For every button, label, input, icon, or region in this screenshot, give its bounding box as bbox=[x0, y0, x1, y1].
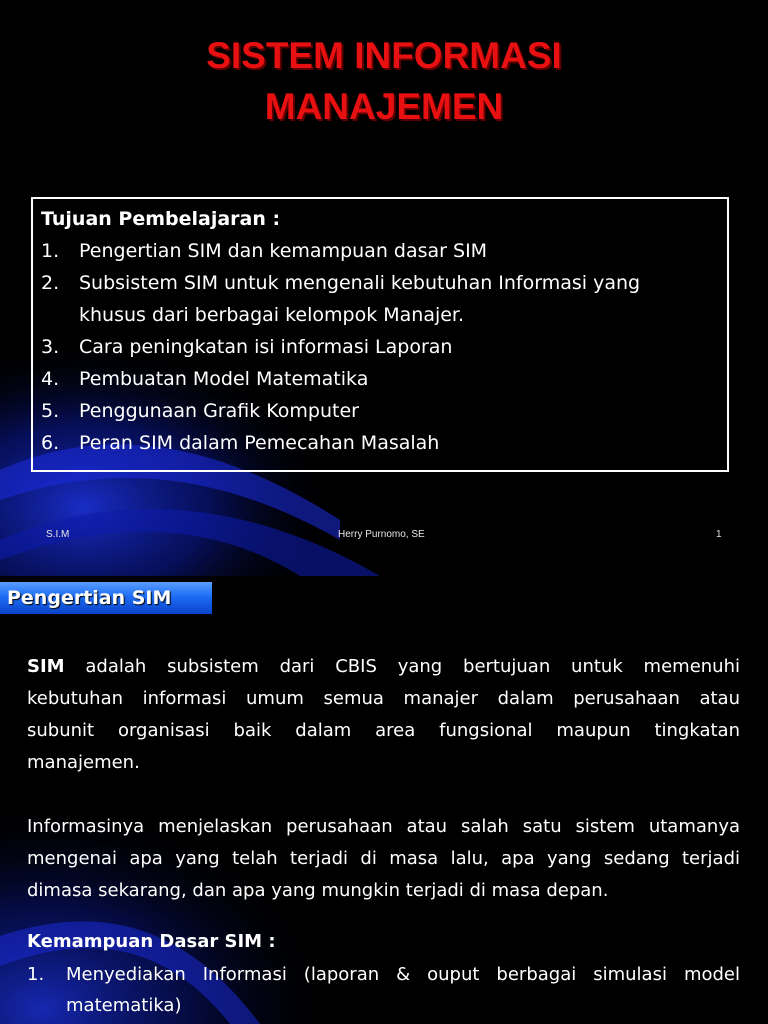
slide-number: 1 bbox=[716, 529, 722, 540]
objective-number: 3. bbox=[41, 336, 60, 358]
objective-item: Penggunaan Grafik Komputer bbox=[79, 400, 359, 422]
paragraph-line: subunit organisasi baik dalam area fungsional maupun tingkatan bbox=[27, 720, 740, 741]
paragraph-line bbox=[27, 655, 740, 679]
paragraph-text: adalah subsistem dari CBIS yang bertujuan untuk memenuhi bbox=[85, 656, 740, 677]
capability-heading: Kemampuan Dasar SIM : bbox=[27, 931, 276, 952]
slide-title-line-2: MANAJEMEN bbox=[264, 86, 504, 127]
paragraph-line: dimasa sekarang, dan apa yang mungkin terjadi di masa depan. bbox=[27, 880, 609, 901]
objective-number: 2. bbox=[41, 272, 60, 294]
objective-item: Pembuatan Model Matematika bbox=[79, 368, 369, 390]
capability-number: 1. bbox=[27, 964, 45, 985]
section-heading-bar bbox=[0, 582, 212, 614]
objective-item: Peran SIM dalam Pemecahan Masalah bbox=[79, 432, 440, 454]
slide-2 bbox=[0, 576, 768, 1024]
objective-item: Subsistem SIM untuk mengenali kebutuhan Informasi yang bbox=[79, 272, 641, 294]
paragraph-line: manajemen. bbox=[27, 752, 140, 773]
footer-center: Herry Purnomo, SE bbox=[338, 529, 425, 540]
capability-item: Menyediakan Informasi (laporan & ouput berbagai simulasi model bbox=[66, 964, 740, 985]
blue-swoosh-background bbox=[0, 576, 768, 1024]
objective-number: 4. bbox=[41, 368, 60, 390]
paragraph-line: Informasinya menjelaskan perusahaan atau salah satu sistem utamanya bbox=[27, 816, 740, 837]
paragraph-line: kebutuhan informasi umum semua manajer dalam perusahaan atau bbox=[27, 688, 740, 709]
objective-number: 1. bbox=[41, 240, 60, 262]
objective-number: 5. bbox=[41, 400, 60, 422]
paragraph-line: mengenai apa yang telah terjadi di masa lalu, apa yang sedang terjadi bbox=[27, 848, 740, 869]
capability-item-continued: matematika) bbox=[66, 995, 182, 1016]
objective-item: Cara peningkatan isi informasi Laporan bbox=[79, 336, 453, 358]
term-sim: SIM bbox=[27, 656, 65, 677]
objective-item: Pengertian SIM dan kemampuan dasar SIM bbox=[79, 240, 488, 262]
objectives-box bbox=[31, 197, 729, 472]
section-heading: Pengertian SIM bbox=[7, 587, 172, 609]
objectives-heading: Tujuan Pembelajaran : bbox=[41, 208, 281, 230]
objective-item-continued: khusus dari berbagai kelompok Manajer. bbox=[79, 304, 465, 326]
objective-number: 6. bbox=[41, 432, 60, 454]
footer-left: S.I.M bbox=[46, 529, 70, 540]
slide-title-line-1: SISTEM INFORMASI bbox=[206, 35, 562, 76]
